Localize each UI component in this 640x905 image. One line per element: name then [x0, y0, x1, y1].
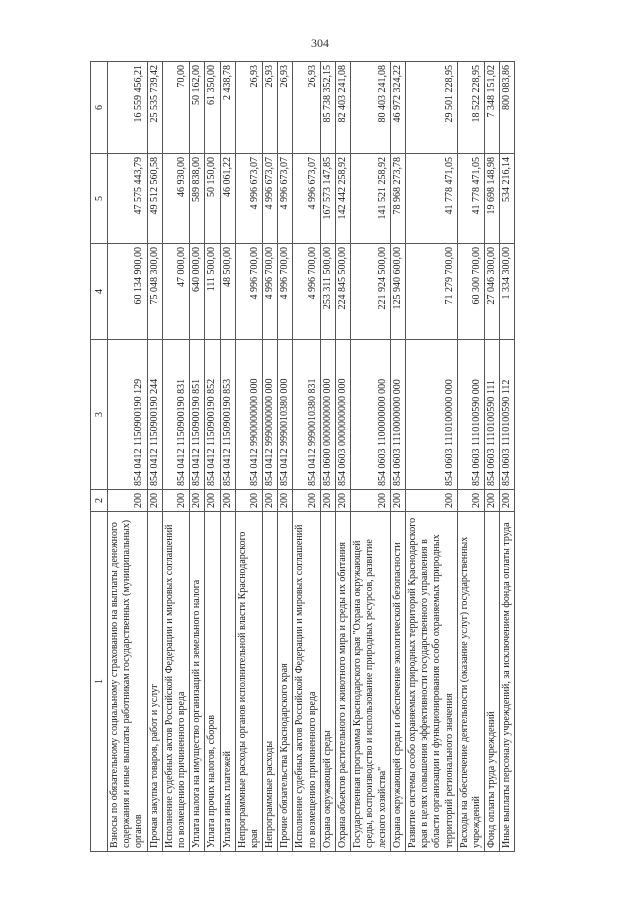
row-code-cell: 854 0412 1150900190 831	[162, 340, 189, 490]
header-cell-1: 1	[91, 512, 108, 852]
row-name-cell: Иные выплаты персоналу учреждений, за исключением фонда оплаты труда	[500, 512, 515, 852]
table-row	[162, 62, 189, 852]
row-plan-cell: 224 845 500,00	[336, 244, 351, 340]
row-name-cell: Непрограммные расходы	[263, 512, 278, 852]
row-col2-cell: 200	[485, 490, 500, 512]
row-rest-cell: 70,00	[162, 62, 189, 154]
row-plan-cell: 125 940 600,00	[390, 244, 405, 340]
table-row	[278, 62, 293, 852]
row-name-cell: Исполнение судебных актов Российской Федерации и мировых соглашений по возмещению причиненного вреда	[162, 512, 189, 852]
row-fact-cell: 4 996 673,07	[235, 154, 262, 244]
row-fact-cell: 41 778 471,05	[457, 154, 484, 244]
table-row	[108, 62, 148, 852]
row-fact-cell: 46 061,22	[220, 154, 235, 244]
row-code-cell: 854 0600 0000000000 000	[320, 340, 335, 490]
row-col2-cell: 200	[220, 490, 235, 512]
budget-table	[90, 61, 515, 852]
row-code-cell: 854 0603 1100000000 000	[351, 340, 391, 490]
table-row	[235, 62, 262, 852]
row-name-cell: Расходы на обеспечение деятельности (оказание услуг) государственных учреждений	[457, 512, 484, 852]
row-col2-cell: 200	[457, 490, 484, 512]
header-cell-4: 4	[91, 244, 108, 340]
row-code-cell: 854 0412 9990010380 000	[278, 340, 293, 490]
row-fact-cell: 47 575 443,79	[108, 154, 148, 244]
row-name-cell: Уплата налога на имущество организаций и земельного налога	[190, 512, 205, 852]
row-code-cell: 854 0412 1150900190 244	[147, 340, 162, 490]
row-rest-cell: 26,93	[278, 62, 293, 154]
row-name-cell: Развитие системы особо охраняемых природных территорий Краснодарского края в целях повышения эффективности государственного управления в области организации и функционирования особо охраняемых природных территорий регионального значения	[405, 512, 457, 852]
row-plan-cell: 60 134 900,00	[108, 244, 148, 340]
row-fact-cell: 78 968 273,78	[390, 154, 405, 244]
row-rest-cell: 82 403 241,08	[336, 62, 351, 154]
row-fact-cell: 4 996 673,07	[278, 154, 293, 244]
table-row	[263, 62, 278, 852]
row-plan-cell: 221 924 500,00	[351, 244, 391, 340]
row-name-cell: Исполнение судебных актов Российской Федерации и мировых соглашений по возмещению причиненного вреда	[293, 512, 320, 852]
row-plan-cell: 1 334 300,00	[500, 244, 515, 340]
row-code-cell: 854 0603 1110100590 111	[485, 340, 500, 490]
row-col2-cell: 200	[205, 490, 220, 512]
row-col2-cell: 200	[500, 490, 515, 512]
row-name-cell: Прочая закупка товаров, работ и услуг	[147, 512, 162, 852]
row-col2-cell: 200	[293, 490, 320, 512]
row-name-cell: Охрана объектов растительного и животного мира и среды их обитания	[336, 512, 351, 852]
row-fact-cell: 142 442 258,92	[336, 154, 351, 244]
rotated-table-block	[90, 62, 575, 852]
header-cell-3: 3	[91, 340, 108, 490]
row-plan-cell: 48 500,00	[220, 244, 235, 340]
row-code-cell: 854 0412 1150900190 129	[108, 340, 148, 490]
row-rest-cell: 26,93	[263, 62, 278, 154]
row-col2-cell: 200	[278, 490, 293, 512]
table-row	[205, 62, 220, 852]
row-plan-cell: 75 048 300,00	[147, 244, 162, 340]
row-col2-cell: 200	[235, 490, 262, 512]
row-fact-cell: 4 996 673,07	[293, 154, 320, 244]
row-code-cell: 854 0603 0000000000 000	[336, 340, 351, 490]
row-code-cell: 854 0603 1110100590 112	[500, 340, 515, 490]
row-name-cell: Взносы по обязательному социальному страхованию на выплаты денежного содержания и иные выплаты работникам государственных (муниципальных) органов	[108, 512, 148, 852]
row-col2-cell: 200	[351, 490, 391, 512]
row-code-cell: 854 0412 1150900190 853	[220, 340, 235, 490]
table-row	[336, 62, 351, 852]
header-cell-5: 5	[91, 154, 108, 244]
table-row	[147, 62, 162, 852]
row-rest-cell: 85 738 352,15	[320, 62, 335, 154]
page-number: 304	[311, 36, 329, 50]
row-fact-cell: 50 150,00	[205, 154, 220, 244]
row-code-cell: 854 0603 1110000000 000	[390, 340, 405, 490]
table-row	[405, 62, 457, 852]
table-row	[351, 62, 391, 852]
row-col2-cell: 200	[147, 490, 162, 512]
row-rest-cell: 16 559 456,21	[108, 62, 148, 154]
row-rest-cell: 25 535 739,42	[147, 62, 162, 154]
row-rest-cell: 26,93	[293, 62, 320, 154]
row-name-cell: Государственная программа Краснодарского края "Охрана окружающей среды, воспроизводство и использование природных ресурсов, развитие лесного хозяйства"	[351, 512, 391, 852]
row-code-cell: 854 0412 9990000000 000	[263, 340, 278, 490]
row-col2-cell: 200	[405, 490, 457, 512]
row-plan-cell: 640 000,00	[190, 244, 205, 340]
table-row	[190, 62, 205, 852]
row-col2-cell: 200	[162, 490, 189, 512]
row-col2-cell: 200	[390, 490, 405, 512]
row-fact-cell: 46 930,00	[162, 154, 189, 244]
table-header-row	[91, 62, 108, 852]
row-rest-cell: 800 083,86	[500, 62, 515, 154]
row-rest-cell: 80 403 241,08	[351, 62, 391, 154]
row-name-cell: Уплата прочих налогов, сборов	[205, 512, 220, 852]
row-name-cell: Уплата иных платежей	[220, 512, 235, 852]
row-fact-cell: 141 521 258,92	[351, 154, 391, 244]
row-code-cell: 854 0412 1150900190 852	[205, 340, 220, 490]
table-row	[293, 62, 320, 852]
row-fact-cell: 589 838,00	[190, 154, 205, 244]
row-code-cell: 854 0412 1150900190 851	[190, 340, 205, 490]
row-fact-cell: 49 512 560,58	[147, 154, 162, 244]
table-row	[457, 62, 484, 852]
row-rest-cell: 46 972 324,22	[390, 62, 405, 154]
row-col2-cell: 200	[263, 490, 278, 512]
row-plan-cell: 4 996 700,00	[263, 244, 278, 340]
row-plan-cell: 60 300 700,00	[457, 244, 484, 340]
row-plan-cell: 71 279 700,00	[405, 244, 457, 340]
row-col2-cell: 200	[108, 490, 148, 512]
row-code-cell: 854 0412 9990010380 831	[293, 340, 320, 490]
row-code-cell: 854 0603 1110100590 000	[457, 340, 484, 490]
row-rest-cell: 29 501 228,95	[405, 62, 457, 154]
row-col2-cell: 200	[336, 490, 351, 512]
row-plan-cell: 27 046 300,00	[485, 244, 500, 340]
row-fact-cell: 4 996 673,07	[263, 154, 278, 244]
row-fact-cell: 19 698 148,98	[485, 154, 500, 244]
row-fact-cell: 41 778 471,05	[405, 154, 457, 244]
row-plan-cell: 4 996 700,00	[235, 244, 262, 340]
row-name-cell: Охрана окружающей среды	[320, 512, 335, 852]
row-rest-cell: 50 162,00	[190, 62, 205, 154]
row-code-cell: 854 0603 1110100000 000	[405, 340, 457, 490]
row-name-cell: Прочие обязательства Краснодарского края	[278, 512, 293, 852]
table-row	[390, 62, 405, 852]
row-rest-cell: 7 348 151,02	[485, 62, 500, 154]
row-name-cell: Охрана окружающей среды и обеспечение экологической безопасности	[390, 512, 405, 852]
row-plan-cell: 47 000,00	[162, 244, 189, 340]
table-body	[91, 62, 515, 852]
row-plan-cell: 4 996 700,00	[293, 244, 320, 340]
row-name-cell: Непрограммные расходы органов исполнительной власти Краснодарского края	[235, 512, 262, 852]
row-col2-cell: 200	[190, 490, 205, 512]
row-plan-cell: 4 996 700,00	[278, 244, 293, 340]
header-cell-2: 2	[91, 490, 108, 512]
row-rest-cell: 26,93	[235, 62, 262, 154]
row-name-cell: Фонд оплаты труда учреждений	[485, 512, 500, 852]
row-rest-cell: 61 350,00	[205, 62, 220, 154]
row-plan-cell: 111 500,00	[205, 244, 220, 340]
table-row	[220, 62, 235, 852]
row-rest-cell: 18 522 228,95	[457, 62, 484, 154]
row-fact-cell: 167 573 147,85	[320, 154, 335, 244]
row-plan-cell: 253 311 500,00	[320, 244, 335, 340]
table-row	[320, 62, 335, 852]
table-row	[485, 62, 500, 852]
row-rest-cell: 2 438,78	[220, 62, 235, 154]
row-col2-cell: 200	[320, 490, 335, 512]
row-code-cell: 854 0412 9900000000 000	[235, 340, 262, 490]
header-cell-6: 6	[91, 62, 108, 154]
row-fact-cell: 534 216,14	[500, 154, 515, 244]
table-row	[500, 62, 515, 852]
